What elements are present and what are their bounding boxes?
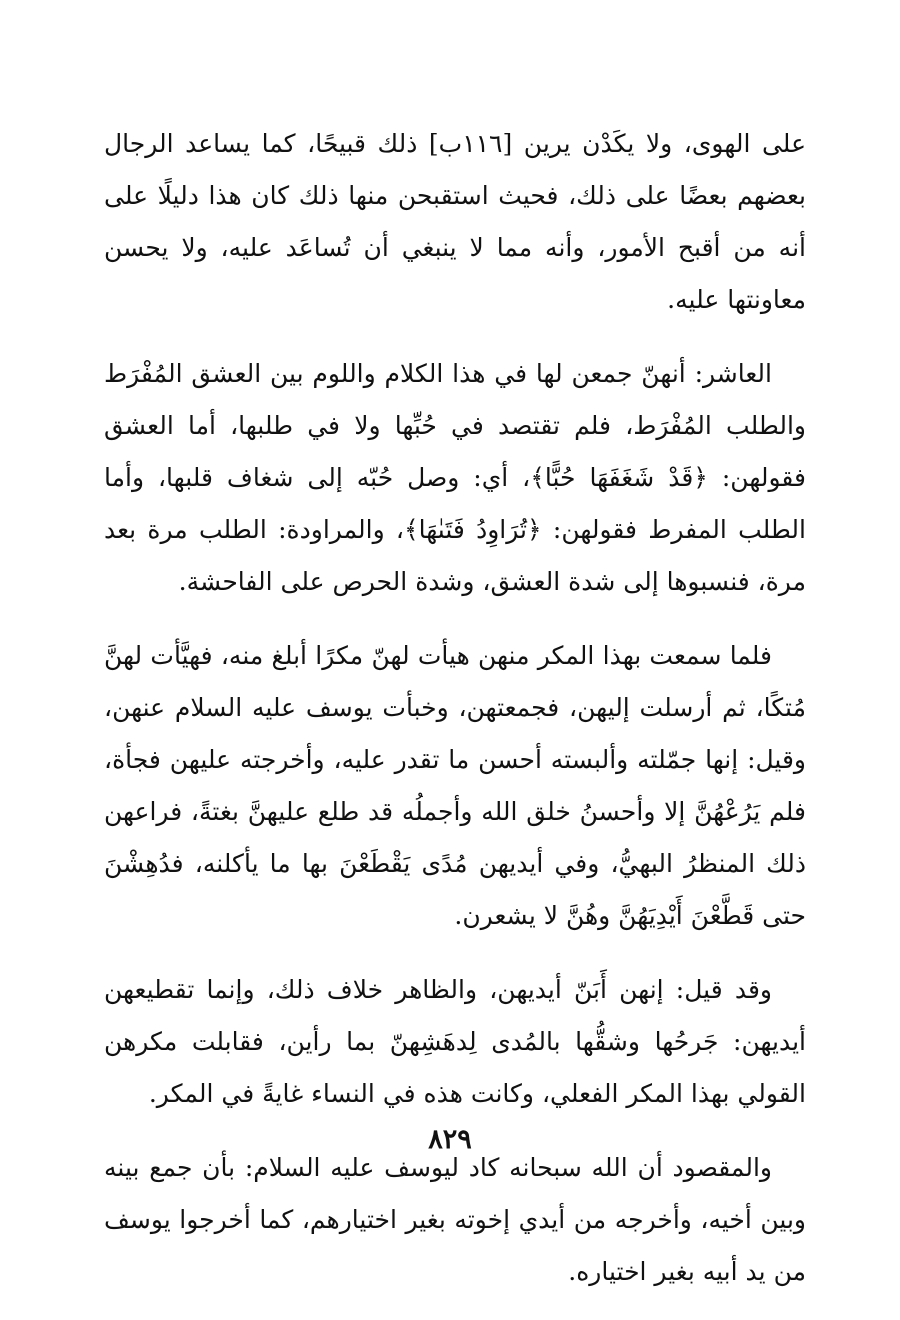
paragraph-2: العاشر: أنهنّ جمعن لها في هذا الكلام واللوم بين العشق المُفْرَط والطلب المُفْرَط، فلم تقتصد في حُبِّها ولا في طلبها، أما العشق فقولهن: ﴿قَدْ شَغَفَهَا حُبًّا﴾، أي: وصل حُبّه إلى شغاف قلبها، وأما الطلب المفرط فقولهن: ﴿تُرَاوِدُ فَتَىٰهَا﴾، والمراودة: الطلب مرة بعد مرة، فنسبوها إلى شدة العشق، وشدة الحرص على الفاحشة. — [104, 359, 806, 596]
page-number: ٨٢٩ — [428, 1124, 472, 1155]
paragraph-1: على الهوى، ولا يكَدْن يرين [١١٦ب] ذلك قبيحًا، كما يساعد الرجال بعضهم بعضًا على ذلك، فحيث استقبحن منها ذلك كان هذا دليلًا على أنه من أقبح الأمور، وأنه مما لا ينبغي أن تُساعَد عليه، ولا يحسن معاونتها عليه. — [104, 129, 806, 314]
paragraph-5: والمقصود أن الله سبحانه كاد ليوسف عليه السلام: بأن جمع بينه وبين أخيه، وأخرجه من أيدي إخوته بغير اختيارهم، كما أخرجوا يوسف من يد أبيه بغير اختياره. — [104, 1153, 806, 1286]
paragraph-3: فلما سمعت بهذا المكر منهن هيأت لهنّ مكرًا أبلغ منه، فهيَّأت لهنَّ مُتكًا، ثم أرسلت إليهن، فجمعتهن، وخبأت يوسف عليه السلام عنهن، وقيل: إنها جمّلته وألبسته أحسن ما تقدر عليه، وأخرجته عليهن فجأة، فلم يَرُعْهُنَّ إلا وأحسنُ خلق الله وأجملُه قد طلع عليهنَّ بغتةً، فراعهن ذلك المنظرُ البهيُّ، وفي أيديهن مُدًى يَقْطَعْنَ بها ما يأكلنه، فدُهِشْنَ حتى قَطَّعْنَ أَيْدِيَهُنَّ وهُنَّ لا يشعرن. — [104, 641, 807, 930]
paragraph-4: وقد قيل: إنهن أَبَنّ أيديهن، والظاهر خلاف ذلك، وإنما تقطيعهن أيديهن: جَرحُها وشقُّها بالمُدى لِدهَشِهنّ بما رأين، فقابلت مكرهن القولي بهذا المكر الفعلي، وكانت هذه في النساء غايةً في المكر. — [104, 975, 806, 1108]
